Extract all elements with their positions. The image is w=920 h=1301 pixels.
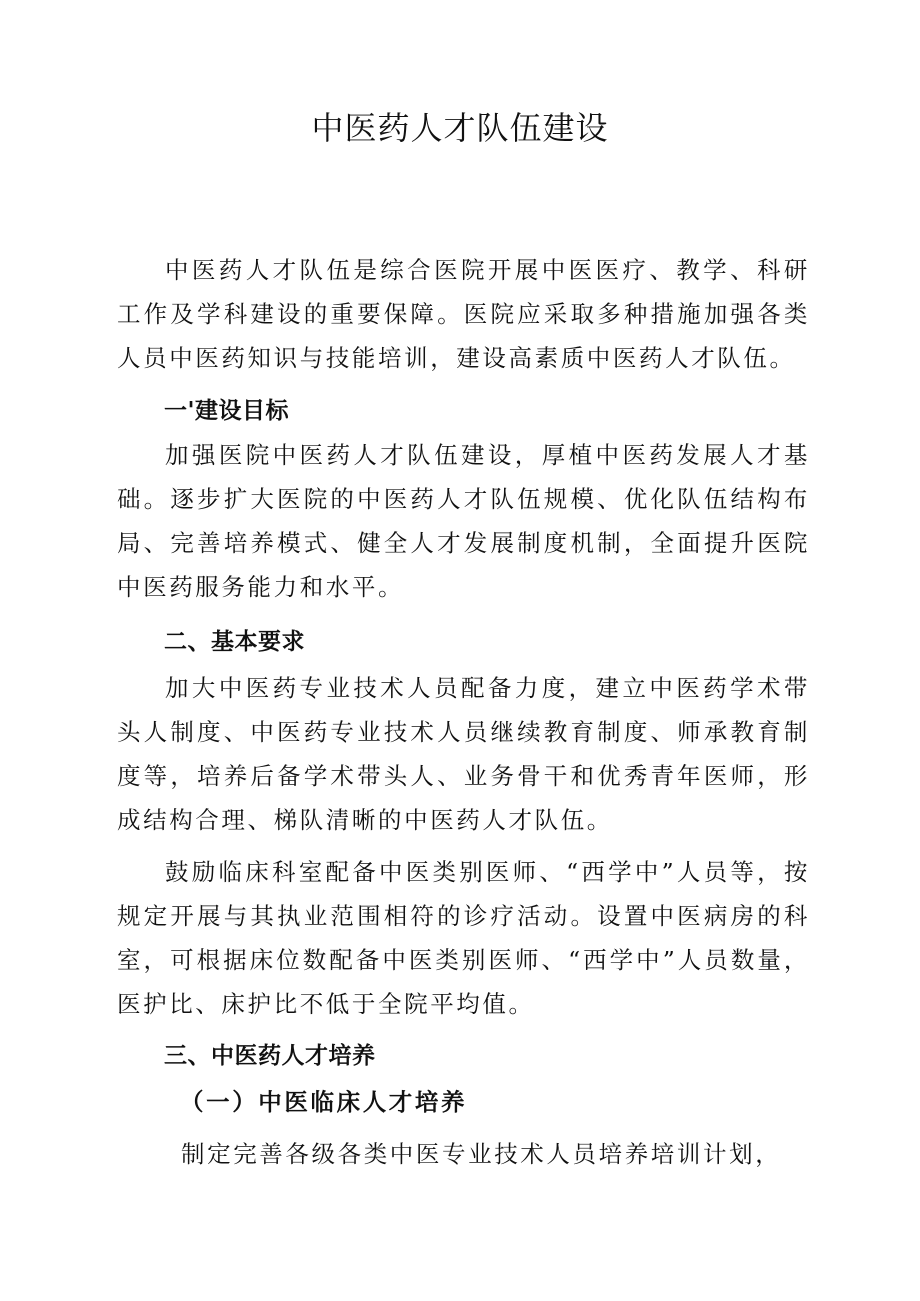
- section-heading-goals: 一'建设目标: [164, 398, 290, 424]
- subsection-heading-clinical: （一）中医临床人才培养: [180, 1088, 468, 1116]
- section-heading-requirements: 二、基本要求: [164, 629, 305, 655]
- goals-paragraph: 加强医院中医药人才队伍建设，厚植中医药发展人才基础。逐步扩大医院的中医药人才队伍规模、优化队伍结构布局、完善培养模式、健全人才发展制度机制，全面提升医院中医药服务能力和水平。: [117, 441, 810, 601]
- intro-paragraph: 中医药人才队伍是综合医院开展中医医疗、教学、科研工作及学科建设的重要保障。医院应采取多种措施加强各类人员中医药知识与技能培训，建设高素质中医药人才队伍。: [117, 256, 810, 372]
- requirements-paragraph-2: 鼓励临床科室配备中医类别医师、“西学中”人员等，按规定开展与其执业范围相符的诊疗活动。设置中医病房的科室，可根据床位数配备中医类别医师、“西学中”人员数量，医护比、床护比不低于全院平均值。: [117, 858, 810, 1018]
- section-heading-training: 三、中医药人才培养: [164, 1043, 376, 1069]
- document-title: 中医药人才队伍建设: [311, 109, 609, 147]
- clinical-training-paragraph: 制定完善各级各类中医专业技术人员培养培训计划，: [181, 1140, 782, 1168]
- requirements-paragraph-1: 加大中医药专业技术人员配备力度，建立中医药学术带头人制度、中医药专业技术人员继续教育制度、师承教育制度等，培养后备学术带头人、业务骨干和优秀青年医师，形成结构合理、梯队清晰的中医药人才队伍。: [117, 674, 810, 834]
